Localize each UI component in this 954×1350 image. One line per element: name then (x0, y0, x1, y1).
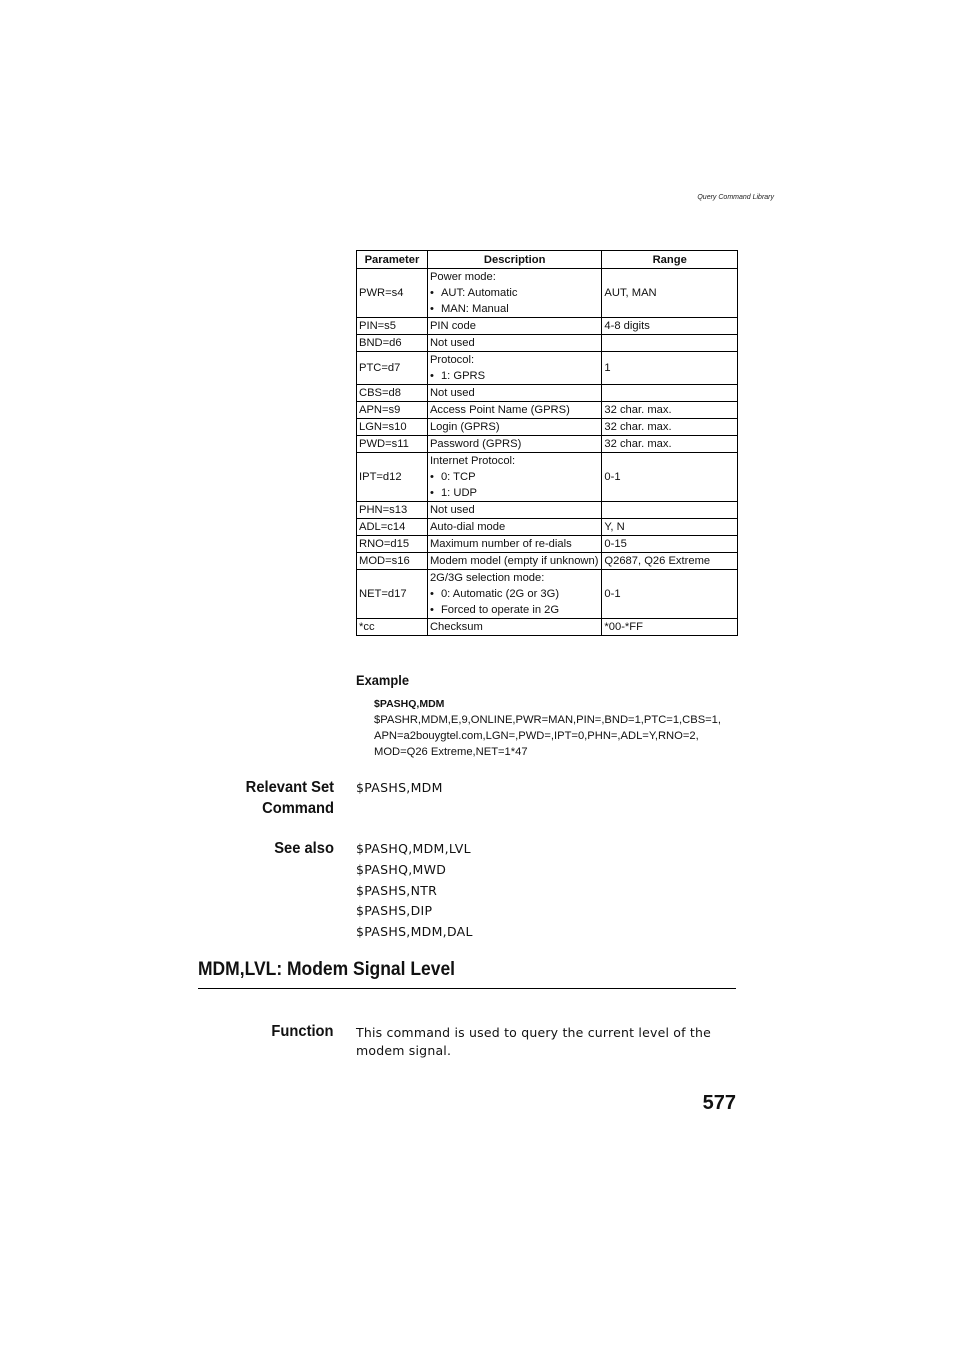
column-header-description: Description (427, 251, 601, 269)
parameter-cell: NET=d17 (357, 570, 428, 619)
table-row (357, 352, 738, 385)
description-text: Checksum (429, 621, 483, 633)
description-cell (427, 402, 601, 419)
description-bullet (430, 469, 599, 485)
parameter-cell: IPT=d12 (357, 453, 428, 502)
range-cell: 32 char. max. (602, 436, 738, 453)
description-text: Protocol: (429, 354, 475, 366)
description-text: Access Point Name (GPRS) (429, 404, 570, 416)
description-bullet (430, 602, 599, 618)
description-bullet (430, 586, 599, 602)
range-cell: Y, N (602, 519, 738, 536)
description-text: Internet Protocol: (429, 455, 516, 467)
description-bullet (430, 368, 599, 384)
example-block (374, 696, 734, 760)
running-header: Query Command Library (697, 194, 774, 201)
table-row (357, 335, 738, 352)
description-bullet-text: MAN: Manual (440, 303, 509, 315)
description-text: Auto-dial mode (429, 521, 506, 533)
range-cell: 1 (602, 352, 738, 385)
parameter-cell: PHN=s13 (357, 502, 428, 519)
table-row (357, 318, 738, 335)
parameter-cell: *cc (357, 619, 428, 636)
description-cell (427, 436, 601, 453)
description-text: Not used (429, 504, 475, 516)
table-row (357, 536, 738, 553)
range-cell (602, 385, 738, 402)
range-cell: 4-8 digits (602, 318, 738, 335)
see-also-item: $PASHS,NTR (356, 882, 438, 898)
description-text: Power mode: (429, 271, 496, 283)
parameter-cell: BND=d6 (357, 335, 428, 352)
example-heading: Example (356, 672, 409, 688)
section-divider (198, 988, 736, 989)
table-row (357, 402, 738, 419)
see-also-item: $PASHQ,MWD (356, 861, 447, 877)
description-text: 2G/3G selection mode: (429, 572, 545, 584)
parameter-cell: MOD=s16 (357, 553, 428, 570)
table-row (357, 619, 738, 636)
table-row (357, 453, 738, 502)
description-bullet-text: 0: TCP (440, 471, 476, 483)
function-label: Function (271, 1023, 334, 1040)
parameter-cell: LGN=s10 (357, 419, 428, 436)
description-cell (427, 519, 601, 536)
description-cell (427, 419, 601, 436)
see-also-list (356, 839, 473, 943)
relevant-set-value: $PASHS,MDM (356, 780, 443, 795)
description-text: PIN code (429, 320, 476, 332)
relevant-set-label-line: Relevant Set (245, 779, 334, 796)
description-cell (427, 502, 601, 519)
function-description: This command is used to query the current level of the modem signal. (356, 1025, 712, 1058)
example-command: $PASHQ,MDM (374, 698, 445, 710)
description-text: Password (GPRS) (429, 438, 522, 450)
parameter-cell: RNO=d15 (357, 536, 428, 553)
column-header-parameter: Parameter (357, 251, 428, 269)
table-row (357, 419, 738, 436)
range-cell: 0-1 (602, 453, 738, 502)
description-cell (427, 570, 601, 619)
description-text: Not used (429, 337, 475, 349)
table-row (357, 553, 738, 570)
description-bullet (430, 301, 599, 317)
parameter-cell: APN=s9 (357, 402, 428, 419)
description-cell (427, 536, 601, 553)
description-bullet (430, 285, 599, 301)
description-text: Maximum number of re-dials (429, 538, 572, 550)
relevant-set-label (246, 777, 334, 819)
parameter-cell: PIN=s5 (357, 318, 428, 335)
section-title: MDM,LVL: Modem Signal Level (198, 959, 456, 980)
description-bullet-text: AUT: Automatic (440, 287, 518, 299)
range-cell: Q2687, Q26 Extreme (602, 553, 738, 570)
see-also-label: See also (274, 840, 334, 857)
table-row (357, 436, 738, 453)
table-header-row (357, 251, 738, 269)
parameter-cell: PTC=d7 (357, 352, 428, 385)
description-bullet-text: 1: UDP (440, 487, 477, 499)
table-row (357, 269, 738, 318)
description-text: Modem model (empty if unknown) (429, 555, 599, 567)
see-also-item: $PASHS,DIP (356, 903, 433, 919)
example-response-line: $PASHR,MDM,E,9,ONLINE,PWR=MAN,PIN=,BND=1,PTC=1,CBS=1, (374, 714, 722, 726)
parameter-cell: ADL=c14 (357, 519, 428, 536)
description-bullet (430, 485, 599, 501)
table-row (357, 519, 738, 536)
range-cell (602, 335, 738, 352)
see-also-item: $PASHQ,MDM,LVL (356, 841, 471, 856)
table-row (357, 502, 738, 519)
range-cell: 32 char. max. (602, 419, 738, 436)
page-number: 577 (702, 1092, 736, 1114)
description-bullet-text: 1: GPRS (440, 370, 486, 382)
parameter-cell: PWD=s11 (357, 436, 428, 453)
description-text: Not used (429, 387, 475, 399)
description-cell (427, 269, 601, 318)
range-cell: AUT, MAN (602, 269, 738, 318)
table-row (357, 385, 738, 402)
description-cell (427, 352, 601, 385)
description-bullet-text: Forced to operate in 2G (440, 604, 560, 616)
parameter-cell: PWR=s4 (357, 269, 428, 318)
table-row (357, 570, 738, 619)
range-cell: 32 char. max. (602, 402, 738, 419)
description-cell (427, 385, 601, 402)
description-bullet-text: 0: Automatic (2G or 3G) (440, 588, 560, 600)
parameter-cell: CBS=d8 (357, 385, 428, 402)
range-cell: 0-1 (602, 570, 738, 619)
description-cell (427, 335, 601, 352)
description-cell (427, 619, 601, 636)
column-header-range: Range (602, 251, 738, 269)
relevant-set-label-line: Command (262, 800, 334, 817)
parameter-table (356, 250, 738, 636)
example-response-line: APN=a2bouygtel.com,LGN=,PWD=,IPT=0,PHN=,ADL=Y,RNO=2, (374, 730, 699, 742)
range-cell: 0-15 (602, 536, 738, 553)
description-cell (427, 318, 601, 335)
description-cell (427, 453, 601, 502)
range-cell: *00-*FF (602, 619, 738, 636)
example-response-line: MOD=Q26 Extreme,NET=1*47 (374, 746, 528, 758)
description-text: Login (GPRS) (429, 421, 500, 433)
description-cell (427, 553, 601, 570)
see-also-item: $PASHS,MDM,DAL (356, 924, 473, 940)
range-cell (602, 502, 738, 519)
